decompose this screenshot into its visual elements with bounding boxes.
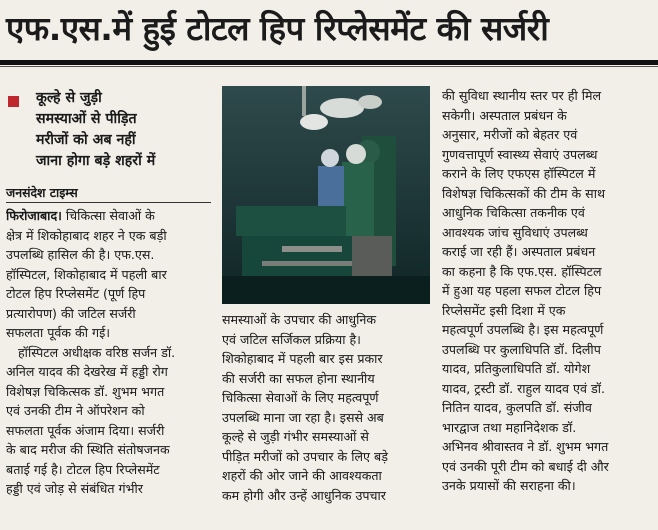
subheadline-line: समस्याओं से पीड़ित bbox=[36, 111, 137, 127]
byline-rule bbox=[6, 202, 211, 203]
dateline-place: फिरोजाबाद। bbox=[6, 208, 62, 223]
text-line: महत्वपूर्ण उपलब्धि है। इस महत्वपूर्ण bbox=[442, 322, 604, 337]
text-line: विशेषज्ञ चिकित्सक डॉ. शुभम भगत bbox=[6, 383, 165, 399]
text-line: की सुविधा स्थानीय स्तर पर ही मिल bbox=[442, 88, 602, 103]
text-line: यादव, प्रतिकुलाधिपति डॉ. योगेश bbox=[442, 361, 591, 376]
subheadline-line: मरीजों को अब नहीं bbox=[36, 132, 136, 148]
text-line: अनिल यादव की देखरेख में हड्डी रोग bbox=[6, 364, 168, 379]
text-line: उपलब्धि हासिल की है। एफ.एस. bbox=[6, 247, 155, 262]
article-column-2 bbox=[222, 310, 430, 505]
subheadline-line: जाना होगा बड़े शहरों में bbox=[36, 153, 156, 169]
subheadline bbox=[6, 88, 211, 172]
text-line: टोटल हिप रिप्लेसमेंट (पूर्ण हिप bbox=[6, 286, 146, 301]
text-line: बताई गई है। टोटल हिप रिप्लेसमेंट bbox=[6, 461, 160, 477]
text-line: आवश्यक जांच सुविधाएं उपलब्ध bbox=[442, 224, 588, 240]
byline: जनसंदेश टाइम्स bbox=[6, 185, 78, 200]
text-line: प्रत्यारोपण) की जटिल सर्जरी bbox=[6, 305, 136, 321]
text-line: फिरोजाबाद। चिकित्सा सेवाओं के bbox=[6, 208, 155, 223]
text-line: सफलता पूर्वक अंजाम दिया। सर्जरी bbox=[6, 422, 165, 438]
text-line: अभिनव श्रीवास्तव ने डॉ. शुभम भगत bbox=[442, 439, 609, 454]
text-line: में हुआ यह पहला सफल टोटल हिप bbox=[442, 283, 602, 298]
text-line: भारद्वाज तथा महानिदेशक डॉ. bbox=[442, 419, 577, 435]
text-line: की सर्जरी का सफल होना स्थानीय bbox=[222, 370, 375, 386]
text-line: उपलब्धि पर कुलाधिपति डॉ. दिलीप bbox=[442, 341, 601, 357]
text-line: गुणवत्तापूर्ण स्वास्थ्य सेवाएं उपलब्ध bbox=[442, 146, 598, 162]
text-line: एवं जटिल सर्जिकल प्रक्रिया है। bbox=[222, 331, 361, 347]
text-line: सकेगी। अस्पताल प्रबंधन के bbox=[442, 107, 567, 123]
headline-rule-thin bbox=[0, 66, 658, 67]
text-line: सफलता पूर्वक की गई। bbox=[6, 325, 111, 340]
text-line: पीड़ित मरीजों को उपचार के लिए बड़े bbox=[222, 448, 388, 464]
text-line: उपलब्धि माना जा रहा है। इससे अब bbox=[222, 409, 384, 425]
text-line: यादव, ट्रस्टी डॉ. राहुल यादव एवं डॉ. bbox=[442, 380, 605, 396]
text-line: नितिन यादव, कुलपति डॉ. संजीव bbox=[442, 400, 592, 415]
text-line: चिकित्सा सेवाओं के लिए महत्वपूर्ण bbox=[222, 390, 379, 405]
headline: एफ.एस.में हुई टोटल हिप रिप्लेसमेंट की सर्जरी bbox=[6, 9, 549, 48]
text-line: एवं उनकी पूरी टीम को बधाई दी और bbox=[442, 458, 609, 474]
text-line: क्षेत्र में शिकोहाबाद शहर ने एक बड़ी bbox=[6, 227, 167, 243]
text-line: कूल्हे से जुड़ी गंभीर समस्याओं से bbox=[222, 429, 369, 444]
text-line: हॉस्पिटल, शिकोहाबाद में पहली बार bbox=[6, 266, 167, 282]
text-line: एवं उनकी टीम ने ऑपरेशन को bbox=[6, 403, 145, 418]
operating-room-image bbox=[222, 86, 430, 304]
text-line: शहरों की ओर जाने की आवश्यकता bbox=[222, 468, 382, 483]
text-line: शिकोहाबाद में पहली बार इस प्रकार bbox=[222, 351, 383, 366]
text-line: रिप्लेसमेंट इसी दिशा में एक bbox=[442, 302, 566, 318]
text-line: उनके प्रयासों की सराहना की। bbox=[442, 478, 576, 493]
text-line: कम होगी और उन्हें आधुनिक उपचार bbox=[222, 487, 386, 503]
article-column-3 bbox=[442, 86, 650, 496]
text-line: हॉस्पिटल अधीक्षक वरिष्ठ सर्जन डॉ. bbox=[18, 344, 176, 360]
text-line: के बाद मरीज की स्थिति संतोषजनक bbox=[6, 442, 170, 457]
text-line: हड्डी एवं जोड़ से संबंधित गंभीर bbox=[6, 481, 143, 496]
text-line: कराई जा रही हैं। अस्पताल प्रबंधन bbox=[442, 244, 596, 259]
text-line: का कहना है कि एफ.एस. हॉस्पिटल bbox=[442, 263, 602, 279]
text-line: कराने के लिए एफएस हॉस्पिटल में bbox=[442, 166, 596, 181]
text-line: विशेषज्ञ चिकित्सकों की टीम के साथ bbox=[442, 185, 606, 201]
surgery-photo bbox=[222, 86, 430, 304]
subheadline-line: कूल्हे से जुड़ी bbox=[36, 90, 102, 106]
text-line: अनुसार, मरीजों को बेहतर एवं bbox=[442, 127, 578, 142]
text-line: आधुनिक चिकित्सा तकनीक एवं bbox=[442, 205, 585, 220]
headline-rule bbox=[0, 60, 658, 65]
text-line: समस्याओं के उपचार की आधुनिक bbox=[222, 312, 377, 327]
article-column-1 bbox=[6, 206, 216, 499]
